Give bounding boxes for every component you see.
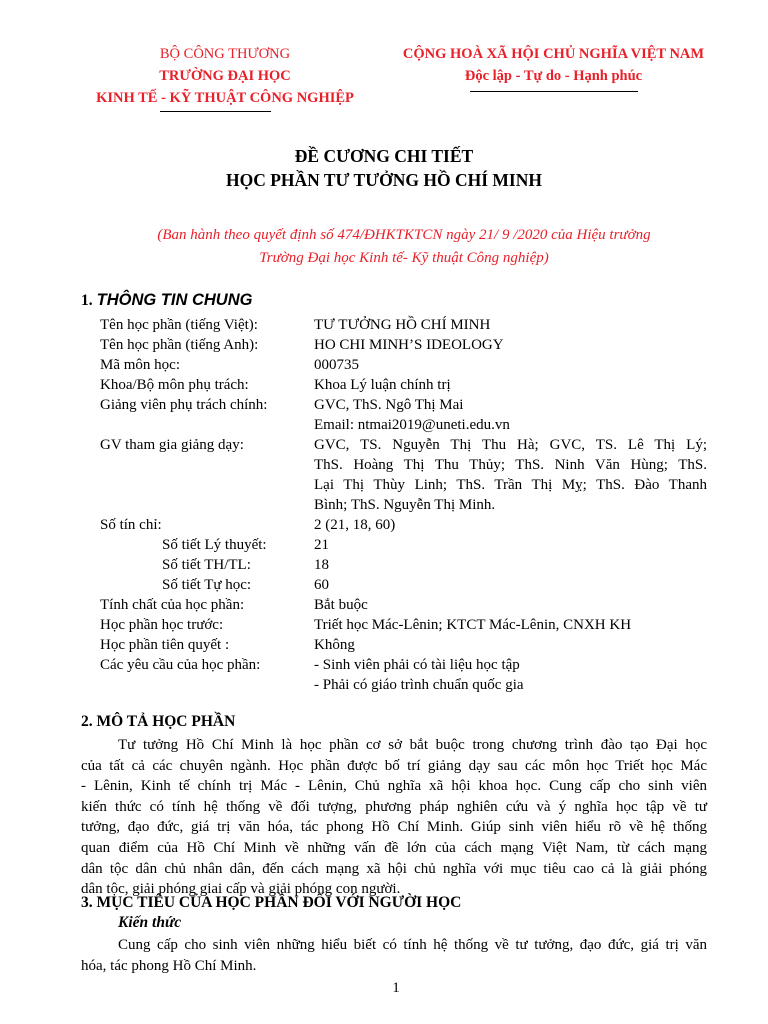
paragraph-line: quan điểm của Hồ Chí Minh về những vấn đề lớn của cách mạng Việt Nam, từ cách mạng [81, 839, 707, 856]
paragraph-line: - Lênin, Kinh tế chính trị Mác - Lênin, Chủ nghĩa xã hội khoa học. Cung cấp cho sinh viên [81, 778, 707, 795]
section3-heading: 3. MỤC TIÊU CỦA HỌC PHẦN ĐỐI VỚI NGƯỜI HỌC [81, 894, 462, 911]
page-number: 1 [392, 980, 400, 996]
info-label: Giảng viên phụ trách chính: [100, 397, 268, 413]
paragraph-line: dân tộc, giải phóng giai cấp và giải phóng con người. [81, 881, 401, 898]
university-name-line2: KINH TẾ - KỸ THUẬT CÔNG NGHIỆP [96, 90, 354, 106]
info-label: Số tiết TH/TL: [162, 557, 251, 573]
section2-heading: 2. MÔ TẢ HỌC PHẦN [81, 713, 236, 730]
info-value: - Phải có giáo trình chuẩn quốc gia [314, 677, 524, 693]
section1-title: THÔNG TIN CHUNG [96, 291, 253, 309]
national-motto: Độc lập - Tự do - Hạnh phúc [464, 68, 643, 84]
university-name-line1: TRƯỜNG ĐẠI HỌC [159, 68, 291, 84]
info-value: Không [314, 637, 355, 653]
info-label: Tên học phần (tiếng Anh): [100, 337, 259, 353]
info-value: - Sinh viên phải có tài liệu học tập [314, 657, 520, 673]
email-value: Email: ntmai2019@uneti.edu.vn [314, 417, 510, 433]
lecturers-line: Bình; ThS. Nguyễn Thị Minh. [314, 497, 496, 513]
info-value: HO CHI MINH’S IDEOLOGY [314, 337, 504, 353]
info-label: Tên học phần (tiếng Việt): [100, 317, 258, 333]
info-value: Bắt buộc [314, 597, 368, 613]
info-label: Khoa/Bộ môn phụ trách: [100, 377, 249, 393]
paragraph-line: dân tộc dân chủ nhân dân, đến cách mạng xã hội chủ nghĩa với mục tiêu cao cả là giải phóng [81, 860, 707, 877]
info-label: Tính chất của học phần: [100, 597, 245, 613]
right-header-rule [470, 91, 638, 92]
section3-subtitle: Kiến thức [118, 914, 182, 931]
ministry-name: BỘ CÔNG THƯƠNG [159, 46, 291, 62]
decree-line1: (Ban hành theo quyết định số 474/ĐHKTKTCN ngày 21/ 9 /2020 của Hiệu trưởng [157, 227, 651, 243]
paragraph-line: tưởng, đạo đức, giá trị văn hóa, tác phong Hồ Chí Minh. Giúp sinh viên hiểu rõ về hệ thống [81, 819, 707, 836]
info-value: 18 [314, 557, 329, 573]
section3-paragraph [81, 935, 707, 976]
decree-line2: Trường Đại học Kinh tế- Kỹ thuật Công nghiệp) [259, 250, 549, 266]
info-label: Số tiết Lý thuyết: [162, 537, 267, 553]
info-label: Học phần tiên quyết : [100, 637, 230, 653]
country-name: CỘNG HOÀ XÃ HỘI CHỦ NGHĨA VIỆT NAM [402, 46, 705, 62]
lecturers-line: GVC, TS. Nguyễn Thị Thu Hà; GVC, TS. Lê Thị Lý; [314, 437, 707, 453]
info-label: Số tiết Tự học: [162, 577, 252, 593]
paragraph-line: Tư tưởng Hồ Chí Minh là học phần cơ sở bắt buộc trong chương trình đào tạo Đại học [118, 737, 707, 753]
paragraph-line: Cung cấp cho sinh viên những hiểu biết có tính hệ thống về tư tưởng, đạo đức, giá trị văn [118, 937, 707, 953]
info-value: 2 (21, 18, 60) [314, 517, 396, 533]
paragraph-line: kiến thức có tính hệ thống về đối tượng, phương pháp nghiên cứu và ý nghĩa học tập về tư [81, 798, 707, 815]
national-header [370, 43, 737, 87]
section1-heading [81, 291, 252, 310]
lecturers-line: ThS. Hoàng Thị Thu Thủy; ThS. Ninh Văn Hùng; ThS. [314, 457, 707, 473]
info-value: 60 [314, 577, 329, 593]
info-value: Khoa Lý luận chính trị [314, 377, 451, 393]
info-value: Triết học Mác-Lênin; KTCT Mác-Lênin, CNXH KH [314, 617, 632, 633]
info-label: Mã môn học: [100, 357, 180, 373]
info-value-multiline [314, 435, 707, 515]
left-header-rule [160, 111, 271, 112]
section2-paragraph [81, 735, 707, 900]
title-line1: ĐỀ CƯƠNG CHI TIẾT [294, 146, 474, 166]
info-label: Số tín chỉ: [100, 517, 162, 533]
info-value: GVC, ThS. Ngô Thị Mai [314, 397, 464, 413]
info-value: 000735 [314, 357, 359, 373]
ministry-header [60, 43, 390, 109]
title-line2: HỌC PHẦN TƯ TƯỞNG HỒ CHÍ MINH [226, 170, 542, 190]
section1-number: 1. [81, 292, 93, 309]
info-value: TƯ TƯỞNG HỒ CHÍ MINH [314, 317, 491, 333]
document-title [0, 144, 768, 192]
lecturers-line: Lại Thị Thùy Linh; ThS. Trần Thị Mỵ; ThS. Đào Thanh [314, 477, 707, 493]
info-value: 21 [314, 537, 329, 553]
paragraph-line: hóa, tác phong Hồ Chí Minh. [81, 957, 257, 974]
decree-note [40, 224, 768, 270]
info-label: Các yêu cầu của học phần: [100, 657, 261, 673]
paragraph-line: của tất cả các chuyên ngành. Học phần được bố trí giảng dạy sau các môn học Triết học Mác [81, 757, 707, 774]
info-label: GV tham gia giảng dạy: [100, 437, 244, 453]
info-label: Học phần học trước: [100, 617, 224, 633]
